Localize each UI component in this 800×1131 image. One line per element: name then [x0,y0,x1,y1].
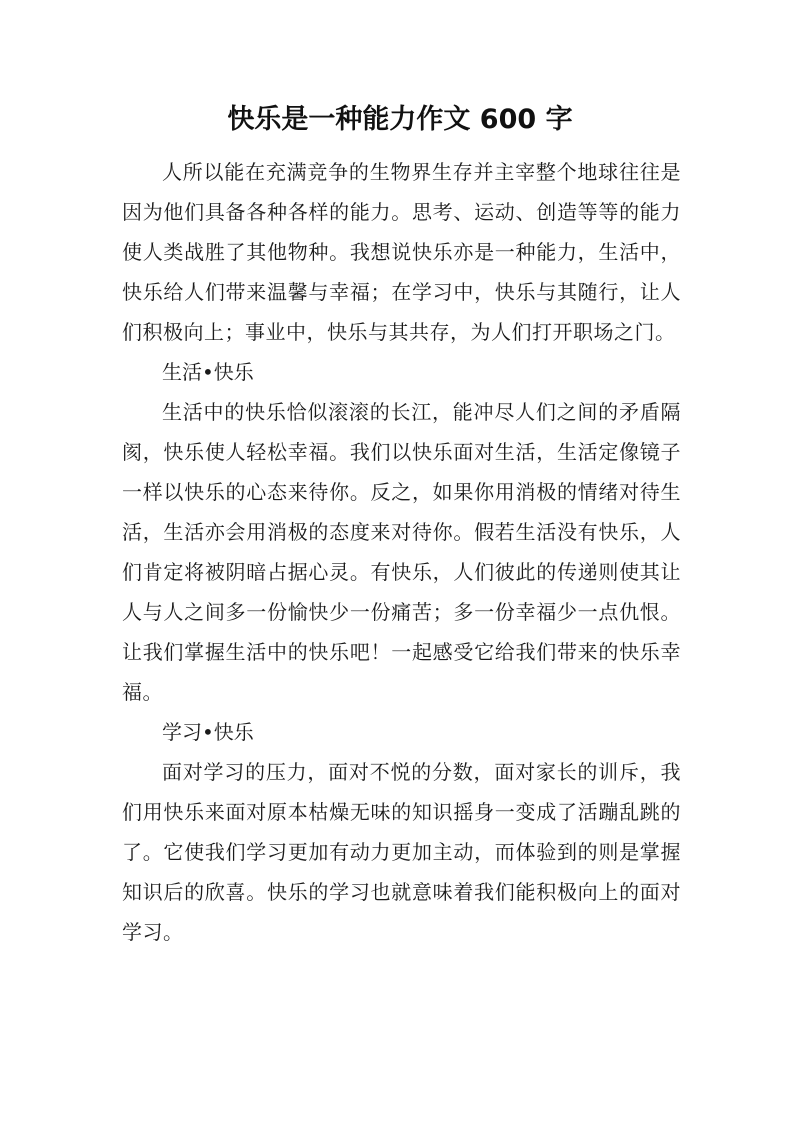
section-heading-study: 学习•快乐 [162,720,254,744]
paragraph-study: 面对学习的压力，面对不悦的分数，面对家长的训斥，我们用快乐来面对原本枯燥无味的知识摇身一变成了活蹦乱跳的了。它使我们学习更加有动力更加主动，而体验到的则是掌握知识后的欣喜。快乐的学习也就意味着我们能积极向上的面对学习。 [122,760,681,944]
document-body [122,152,681,952]
document-title: 快乐是一种能力作文 600 字 [227,104,573,135]
paragraph-life: 生活中的快乐恰似滚滚的长江，能冲尽人们之间的矛盾隔阂，快乐使人轻松幸福。我们以快乐面对生活，生活定像镜子一样以快乐的心态来待你。反之，如果你用消极的情绪对待生活，生活亦会用消极的态度来对待你。假若生活没有快乐，人们肯定将被阴暗占据心灵。有快乐，人们彼此的传递则使其让人与人之间多一份愉快少一份痛苦；多一份幸福少一点仇恨。让我们掌握生活中的快乐吧！一起感受它给我们带来的快乐幸福。 [122,400,681,704]
section-heading-life: 生活•快乐 [162,360,254,384]
paragraph-intro: 人所以能在充满竞争的生物界生存并主宰整个地球往往是因为他们具备各种各样的能力。思考、运动、创造等等的能力使人类战胜了其他物种。我想说快乐亦是一种能力，生活中，快乐给人们带来温馨与幸福；在学习中，快乐与其随行，让人们积极向上；事业中，快乐与其共存，为人们打开职场之门。 [122,160,681,344]
